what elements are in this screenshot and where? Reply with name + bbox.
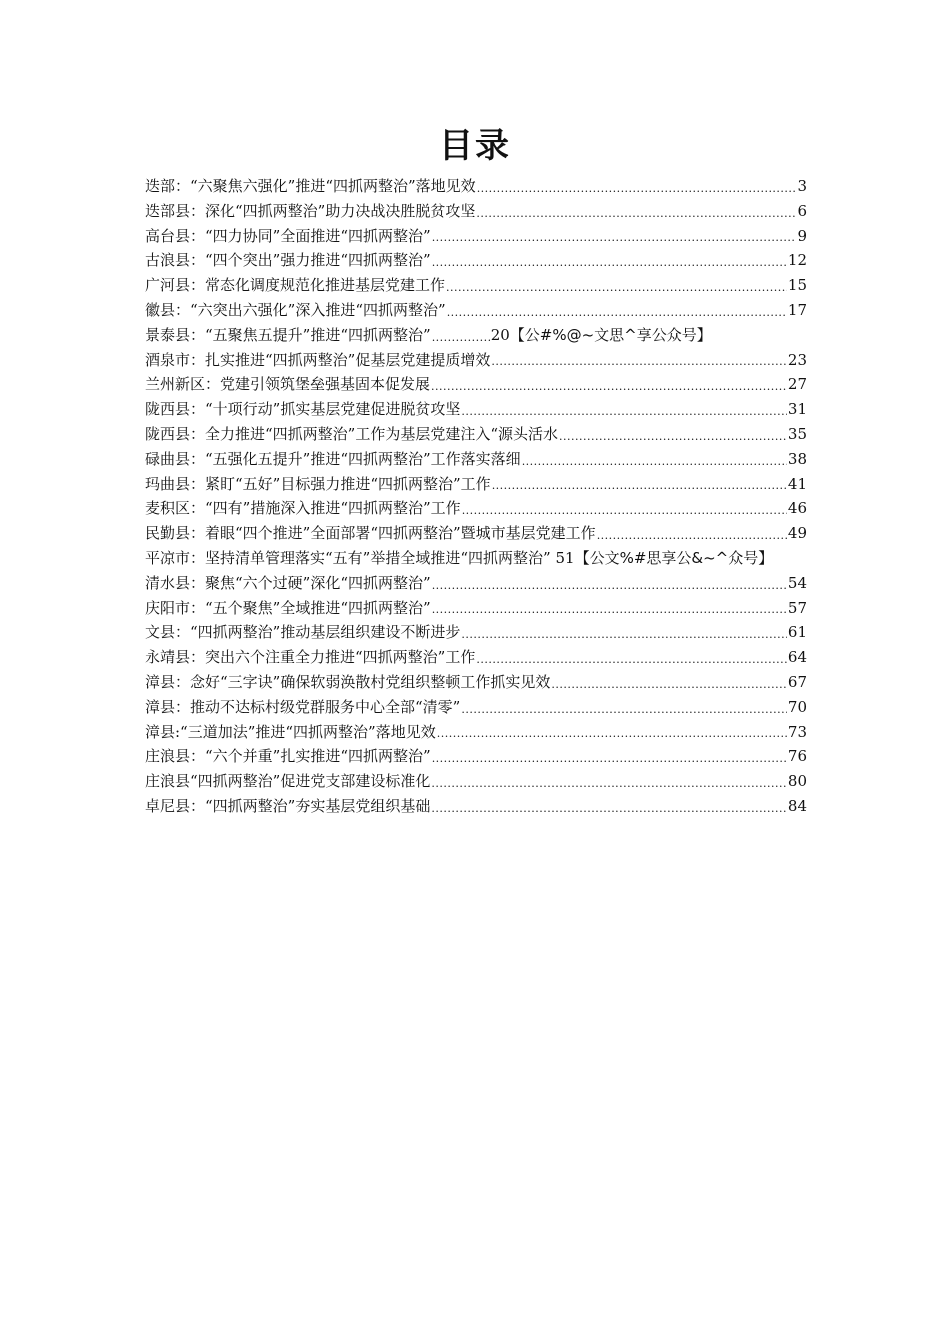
toc-entry-title: 卓尼县：“四抓两整治”夯实基层党组织基础 xyxy=(145,796,431,815)
toc-entry-title: 迭部：“六聚焦六强化”推进“四抓两整治”落地见效 xyxy=(145,177,476,195)
toc-entry[interactable] xyxy=(145,769,807,794)
toc-entry[interactable] xyxy=(145,472,807,497)
toc-title: 目录 xyxy=(439,126,511,166)
toc-entry-page: 9 xyxy=(797,226,807,245)
toc-entry-page: 64 xyxy=(787,648,807,667)
toc-leader-dots xyxy=(431,799,787,819)
toc-entry[interactable] xyxy=(145,571,807,596)
toc-leader-dots xyxy=(432,253,787,273)
toc-entry[interactable] xyxy=(145,248,807,273)
toc-entry-page: 12 xyxy=(787,251,807,270)
toc-leader-dots xyxy=(432,600,787,620)
toc-entry-page: 23 xyxy=(787,350,807,369)
toc-entry[interactable] xyxy=(145,372,807,397)
toc-entry-title: 兰州新区：党建引领筑堡垒强基固本促发展 xyxy=(145,375,431,394)
toc-entry-title: 碌曲县：“五强化五提升”推进“四抓两整治”工作落实落细 xyxy=(145,449,521,468)
toc-leader-dots xyxy=(446,278,787,298)
table-of-contents xyxy=(145,174,807,819)
toc-leader-dots xyxy=(432,328,490,348)
toc-leader-dots xyxy=(461,402,787,422)
toc-leader-dots xyxy=(476,204,796,224)
toc-entry[interactable] xyxy=(145,224,807,249)
toc-leader-dots xyxy=(597,526,787,546)
toc-leader-dots xyxy=(461,625,787,645)
toc-entry[interactable] xyxy=(145,744,807,769)
toc-entry-title: 古浪县：“四个突出”强力推进“四抓两整治” xyxy=(145,251,431,270)
toc-leader-dots xyxy=(447,303,787,323)
toc-entry[interactable] xyxy=(145,348,807,373)
toc-entry-page: 35 xyxy=(787,424,807,443)
toc-entry[interactable] xyxy=(145,174,807,199)
toc-entry[interactable] xyxy=(145,397,807,422)
toc-entry-page: 70 xyxy=(787,697,807,716)
toc-entry[interactable] xyxy=(145,546,807,571)
toc-entry[interactable] xyxy=(145,447,807,472)
toc-entry-title: 麦积区：“四有”措施深入推进“四抓两整治”工作 xyxy=(145,499,461,518)
toc-entry-title: 陇西县：“十项行动”抓实基层党建促进脱贫攻坚 xyxy=(145,400,461,419)
toc-entry-title: 漳县：念好“三字诀”确保软弱涣散村党组织整顿工作抓实见效 xyxy=(145,672,551,691)
toc-entry-title: 漳县:“三道加法”推进“四抓两整治”落地见效 xyxy=(145,722,436,741)
toc-leader-dots xyxy=(431,774,787,794)
toc-leader-dots xyxy=(559,427,787,447)
toc-entry-page: 31 xyxy=(787,400,807,419)
toc-entry-title: 平凉市：坚持清单管理落实“五有”举措全域推进“四抓两整治” xyxy=(145,548,551,567)
toc-entry-title: 玛曲县：紧盯“五好”目标强力推进“四抓两整治”工作 xyxy=(145,474,491,493)
toc-leader-dots xyxy=(437,724,787,744)
toc-entry-title: 广河县：常态化调度规范化推进基层党建工作 xyxy=(145,276,446,295)
toc-entry-title: 文县：“四抓两整治”推动基层组织建设不断进步 xyxy=(145,623,461,642)
toc-entry-title: 永靖县：突出六个注重全力推进“四抓两整治”工作 xyxy=(145,648,476,667)
toc-leader-dots xyxy=(491,352,787,372)
toc-leader-dots xyxy=(431,377,787,397)
toc-entry-page: 49 xyxy=(787,524,807,543)
toc-entry[interactable] xyxy=(145,496,807,521)
toc-entry-page: 38 xyxy=(787,449,807,468)
toc-entry-page: 61 xyxy=(787,623,807,642)
toc-entry-title: 迭部县：深化“四抓两整治”助力决战决胜脱贫攻坚 xyxy=(145,201,476,220)
toc-entry-title: 陇西县：全力推进“四抓两整治”工作为基层党建注入“源头活水 xyxy=(145,424,559,443)
toc-entry[interactable] xyxy=(145,794,807,819)
toc-entry-page: 41 xyxy=(787,474,807,493)
toc-entry[interactable] xyxy=(145,199,807,224)
toc-entry-title: 徽县：“六突出六强化”深入推进“四抓两整治” xyxy=(145,300,446,319)
toc-entry-page: 57 xyxy=(787,598,807,617)
toc-entry-title: 庆阳市：“五个聚焦”全域推进“四抓两整治” xyxy=(145,598,431,617)
toc-entry[interactable] xyxy=(145,695,807,720)
toc-entry-page: 46 xyxy=(787,499,807,518)
toc-entry-title: 漳县：推动不达标村级党群服务中心全部“清零” xyxy=(145,697,461,716)
toc-entry-page: 76 xyxy=(787,747,807,766)
toc-entry[interactable] xyxy=(145,422,807,447)
toc-entry[interactable] xyxy=(145,273,807,298)
toc-entry-title: 清水县：聚焦“六个过硬”深化“四抓两整治” xyxy=(145,573,431,592)
toc-entry-page: 20 xyxy=(490,325,510,344)
toc-entry[interactable] xyxy=(145,521,807,546)
toc-entry-page: 67 xyxy=(787,672,807,691)
toc-entry-title: 高台县：“四力协同”全面推进“四抓两整治” xyxy=(145,226,431,245)
toc-leader-dots xyxy=(477,179,797,199)
toc-entry[interactable] xyxy=(145,620,807,645)
toc-leader-dots xyxy=(432,749,787,769)
toc-entry-page: 3 xyxy=(797,177,807,195)
toc-entry-page: 15 xyxy=(787,276,807,295)
toc-entry-page: 73 xyxy=(787,722,807,741)
toc-entry[interactable] xyxy=(145,298,807,323)
toc-entry-page: 51 xyxy=(555,548,575,567)
watermark-text: 【公#%@~文思^享公众号】 xyxy=(509,325,712,344)
toc-entry-title: 庄浪县“四抓两整治”促进党支部建设标准化 xyxy=(145,772,431,791)
toc-entry[interactable] xyxy=(145,670,807,695)
toc-entry-page: 6 xyxy=(797,201,807,220)
toc-entry-page: 27 xyxy=(787,375,807,394)
toc-leader-dots xyxy=(461,700,787,720)
toc-entry[interactable] xyxy=(145,596,807,621)
toc-leader-dots xyxy=(551,675,787,695)
toc-leader-dots xyxy=(492,476,787,496)
toc-leader-dots xyxy=(462,501,787,521)
toc-entry[interactable] xyxy=(145,720,807,745)
toc-leader-dots xyxy=(432,576,787,596)
toc-entry-title: 庄浪县：“六个并重”扎实推进“四抓两整治” xyxy=(145,747,431,766)
toc-leader-dots xyxy=(432,228,797,248)
toc-entry[interactable] xyxy=(145,645,807,670)
toc-entry-page: 54 xyxy=(787,573,807,592)
toc-leader-dots xyxy=(476,650,787,670)
watermark-text: 【公文%#思享公&~^众号】 xyxy=(574,548,774,567)
toc-entry-title: 景泰县：“五聚焦五提升”推进“四抓两整治” xyxy=(145,325,431,344)
toc-entry[interactable] xyxy=(145,323,807,348)
toc-entry-title: 酒泉市：扎实推进“四抓两整治”促基层党建提质增效 xyxy=(145,350,491,369)
toc-entry-page: 80 xyxy=(787,772,807,791)
toc-entry-title: 民勤县：着眼“四个推进”全面部署“四抓两整治”暨城市基层党建工作 xyxy=(145,524,596,543)
toc-entry-page: 84 xyxy=(787,796,807,815)
toc-leader-dots xyxy=(522,452,787,472)
toc-entry-page: 17 xyxy=(787,300,807,319)
